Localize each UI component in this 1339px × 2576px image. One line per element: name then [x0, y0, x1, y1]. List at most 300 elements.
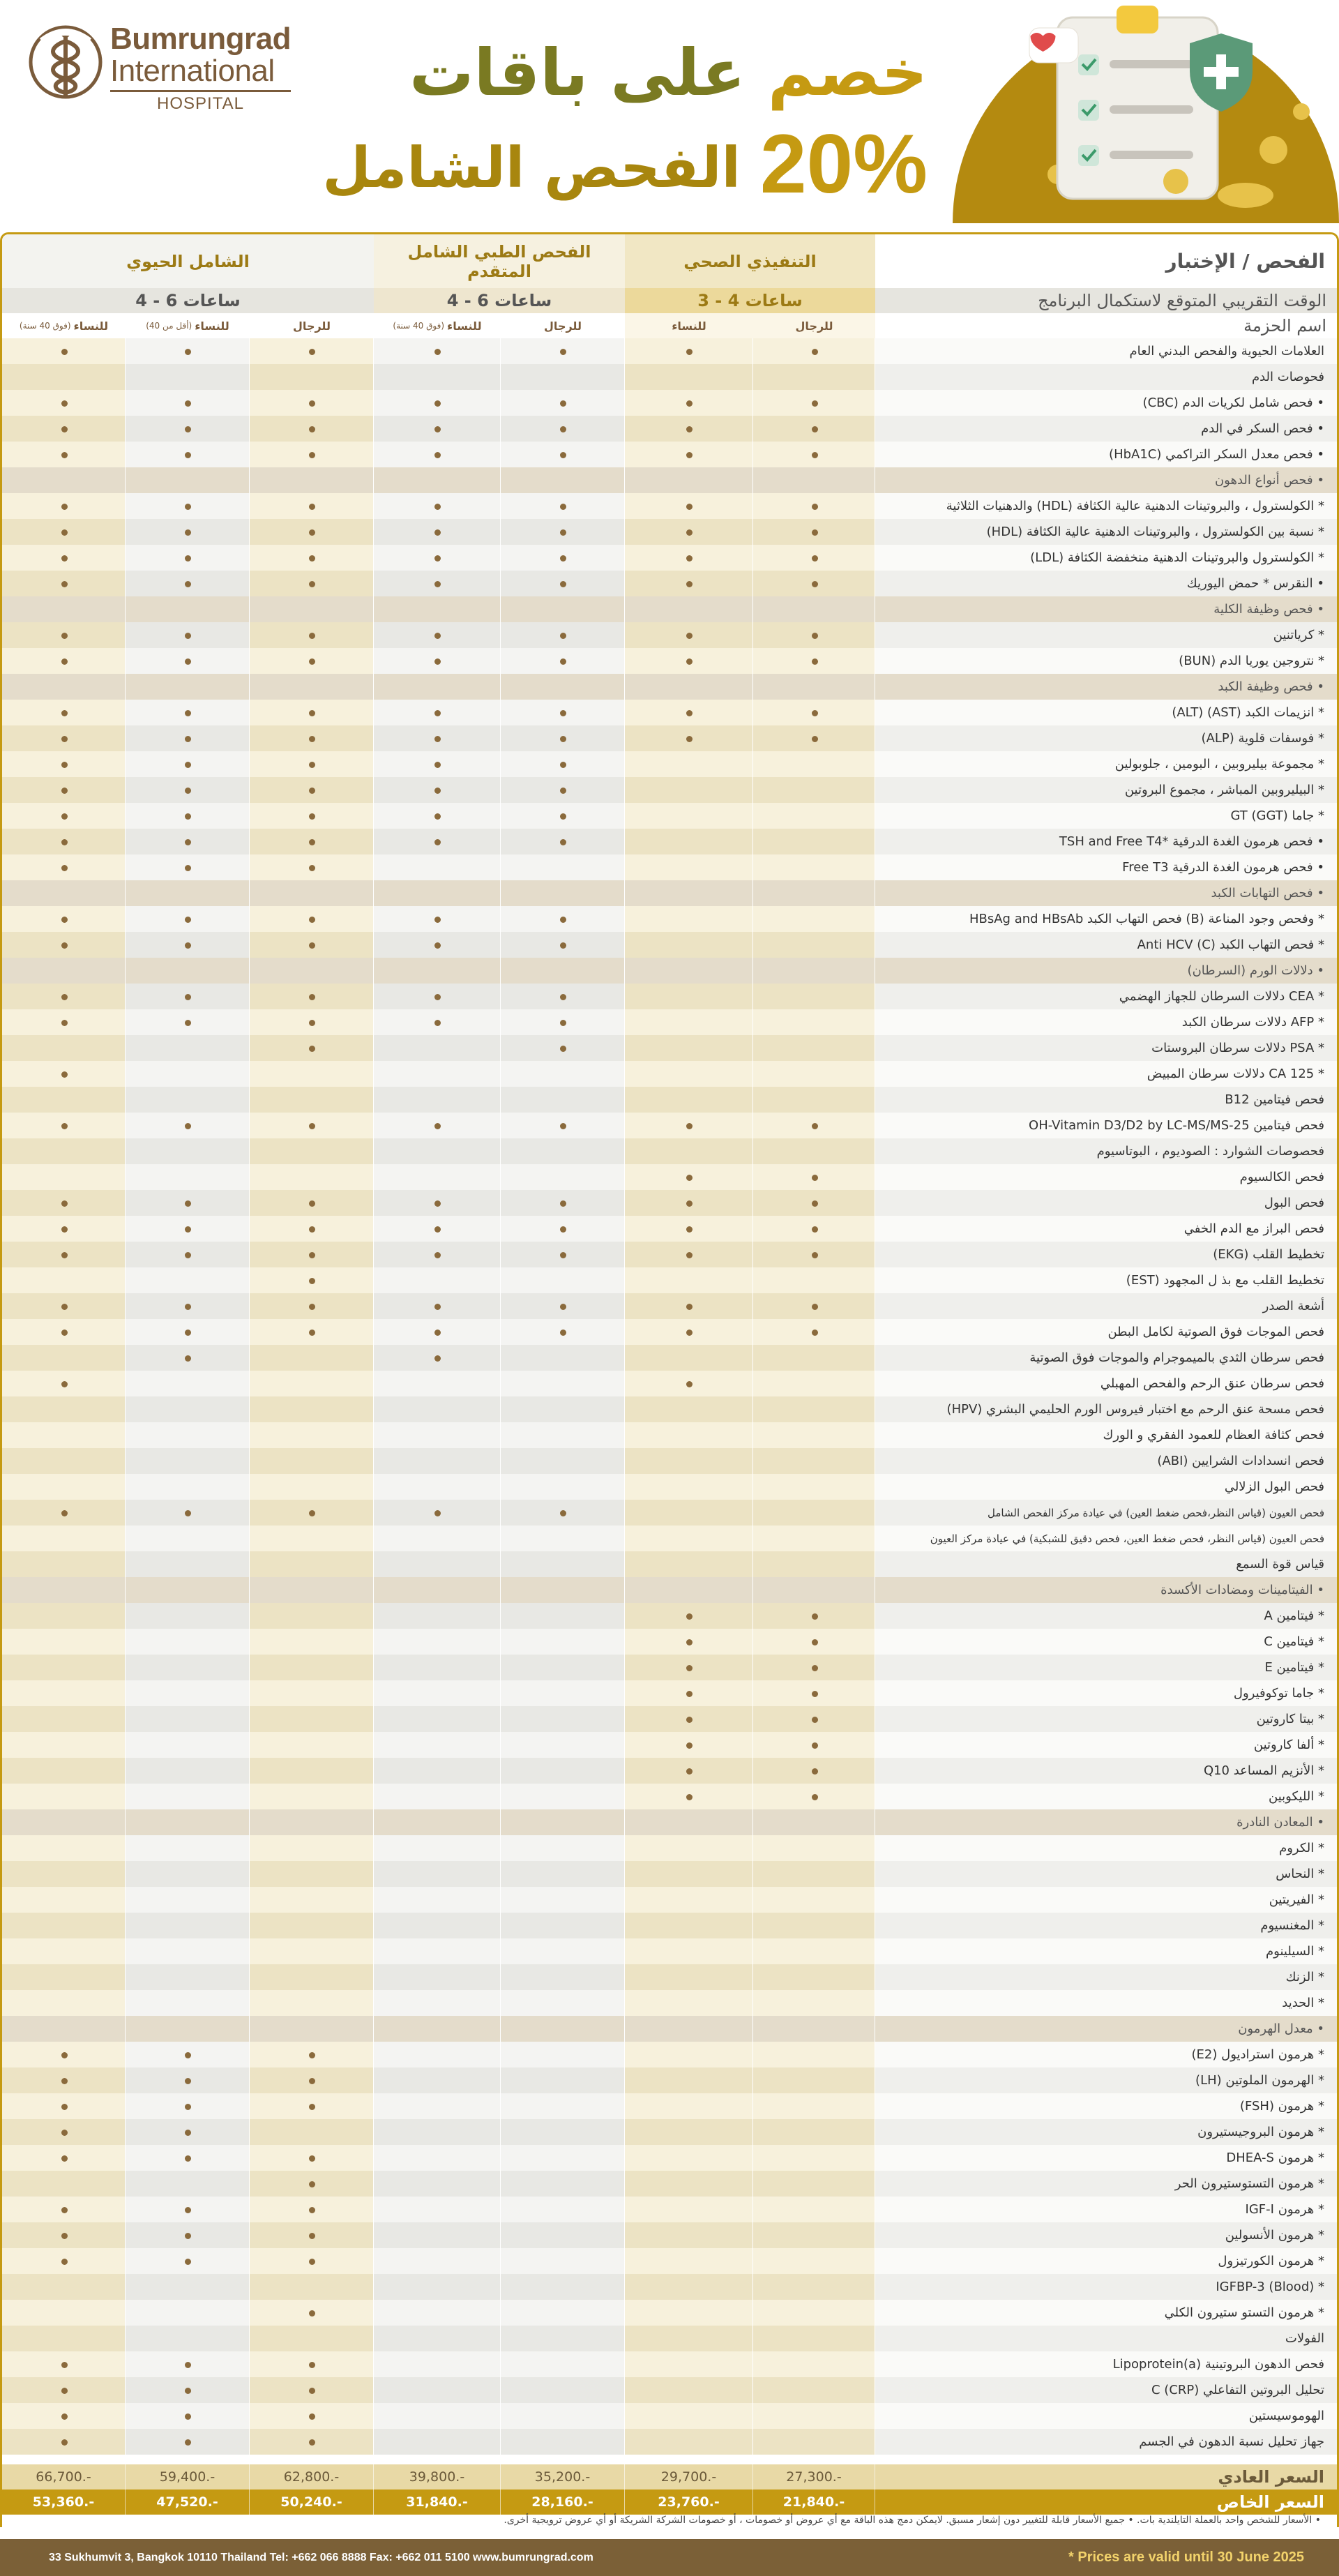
table-cell: [501, 2403, 625, 2429]
table-cell: [126, 1577, 250, 1603]
table-cell: [501, 674, 625, 700]
table-cell: [2, 1087, 126, 1113]
included-dot-icon: [560, 633, 566, 639]
table-cell: [126, 1964, 250, 1990]
test-label: * وفحص وجود المناعة (B) فحص التهاب الكبد HBsAg and HBsAb: [875, 906, 1337, 932]
table-cell: [374, 1758, 501, 1784]
table-cell: [374, 2042, 501, 2067]
test-label: قياس قوة السمع: [875, 1551, 1337, 1577]
table-cell: [2, 1732, 126, 1758]
table-cell: [753, 364, 875, 390]
included-dot-icon: [185, 2155, 191, 2162]
table-cell: [2, 1861, 126, 1887]
included-dot-icon: [185, 1252, 191, 1258]
table-cell: [374, 674, 501, 700]
headline-on-packages: على باقات: [409, 36, 746, 110]
included-dot-icon: [185, 865, 191, 871]
table-cell: [126, 2274, 250, 2300]
included-dot-icon: [309, 2439, 315, 2446]
footer-address[interactable]: 33 Sukhumvit 3, Bangkok 10110 Thailand Tel: +662 066 8888 Fax: +662 011 5100 www.bumrungrad.com: [49, 2551, 593, 2563]
table-cell: [501, 1913, 625, 1938]
included-dot-icon: [185, 813, 191, 820]
test-row: [2, 1371, 1337, 1396]
table-cell: [250, 1809, 374, 1835]
test-label: فحص الموجات فوق الصوتية لكامل البطن: [875, 1319, 1337, 1345]
included-dot-icon: [61, 2259, 68, 2265]
table-cell: [374, 1784, 501, 1809]
gender-header: للنساء: [625, 313, 753, 338]
table-cell: [2, 674, 126, 700]
included-dot-icon: [812, 400, 818, 407]
included-dot-icon: [309, 1046, 315, 1052]
test-row: [2, 1938, 1337, 1964]
included-dot-icon: [309, 865, 315, 871]
test-row: [2, 700, 1337, 725]
regular-price-cell: 62,800.-: [250, 2464, 374, 2490]
table-cell: [126, 958, 250, 984]
included-dot-icon: [560, 813, 566, 820]
table-cell: [501, 364, 625, 390]
included-dot-icon: [434, 1252, 441, 1258]
table-cell: [501, 1087, 625, 1113]
included-dot-icon: [309, 2052, 315, 2058]
included-dot-icon: [560, 736, 566, 742]
table-cell: [501, 854, 625, 880]
table-cell: [374, 1396, 501, 1422]
test-label: * IGFBP-3 (Blood): [875, 2274, 1337, 2300]
table-cell: [625, 2377, 753, 2403]
included-dot-icon: [309, 2155, 315, 2162]
included-dot-icon: [560, 349, 566, 355]
included-dot-icon: [560, 555, 566, 562]
table-cell: [753, 1267, 875, 1293]
terms-note: • الأسعار للشخص واحد بالعملة التايلندية بات. • جميع الأسعار قابلة للتغيير دون إشعار مسبق. لايمكن دمج هذه الباقة مع أي عروض أو خصومات ، أو خصومات الشركة الشريكة أو أي عروض ترويجية أخرى.: [504, 2515, 1321, 2526]
caduceus-emblem-icon: [28, 20, 103, 110]
table-cell: [2, 2016, 126, 2042]
included-dot-icon: [185, 426, 191, 432]
included-dot-icon: [185, 942, 191, 949]
test-label: • فحص التهابات الكبد: [875, 880, 1337, 906]
included-dot-icon: [61, 994, 68, 1000]
table-cell: [501, 596, 625, 622]
table-cell: [501, 1887, 625, 1913]
table-cell: [126, 1164, 250, 1190]
table-cell: [501, 1835, 625, 1861]
table-cell: [753, 777, 875, 803]
table-cell: [250, 1990, 374, 2016]
test-label: * كرياتنين: [875, 622, 1337, 648]
table-cell: [501, 1164, 625, 1190]
table-cell: [126, 1035, 250, 1061]
table-cell: [625, 1345, 753, 1371]
package-header-executive: التنفيذي الصحي: [625, 234, 875, 288]
headline-discount-word: خصم: [767, 36, 928, 110]
included-dot-icon: [61, 529, 68, 536]
header-row-label: الفحص / الإختبار: [875, 234, 1339, 288]
test-label: * ألفا كاروتين: [875, 1732, 1337, 1758]
test-label: * المغنسيوم: [875, 1913, 1337, 1938]
table-cell: [374, 1809, 501, 1835]
test-row: [2, 2222, 1337, 2248]
table-cell: [625, 2171, 753, 2197]
included-dot-icon: [434, 452, 441, 458]
test-row: [2, 390, 1337, 416]
section-row: [2, 958, 1337, 984]
included-dot-icon: [61, 658, 68, 665]
table-cell: [250, 1784, 374, 1809]
included-dot-icon: [185, 658, 191, 665]
included-dot-icon: [812, 1639, 818, 1645]
hours-vital: 4 - 6 ساعات: [2, 288, 374, 313]
included-dot-icon: [185, 1200, 191, 1207]
table-cell: [374, 2119, 501, 2145]
included-dot-icon: [434, 1123, 441, 1129]
table-cell: [501, 1526, 625, 1551]
table-cell: [753, 1913, 875, 1938]
section-row: [2, 674, 1337, 700]
table-cell: [625, 2300, 753, 2326]
included-dot-icon: [434, 813, 441, 820]
table-cell: [374, 1706, 501, 1732]
test-row: [2, 1345, 1337, 1371]
test-label: * جاما توكوفيرول: [875, 1680, 1337, 1706]
test-label: * هرمون IGF-I: [875, 2197, 1337, 2222]
table-cell: [625, 2274, 753, 2300]
test-row: [2, 1680, 1337, 1706]
included-dot-icon: [309, 426, 315, 432]
included-dot-icon: [434, 942, 441, 949]
included-dot-icon: [560, 504, 566, 510]
table-cell: [625, 2067, 753, 2093]
table-cell: [374, 2351, 501, 2377]
table-cell: [625, 880, 753, 906]
test-row: [2, 2429, 1337, 2455]
included-dot-icon: [686, 452, 693, 458]
table-cell: [374, 467, 501, 493]
included-dot-icon: [185, 2233, 191, 2239]
included-dot-icon: [686, 555, 693, 562]
test-label: * الزنك: [875, 1964, 1337, 1990]
table-cell: [126, 1835, 250, 1861]
included-dot-icon: [61, 1510, 68, 1516]
included-dot-icon: [185, 2439, 191, 2446]
table-cell: [753, 1345, 875, 1371]
test-label: * البيليروبين المباشر ، مجموع البروتين: [875, 777, 1337, 803]
included-dot-icon: [185, 762, 191, 768]
table-cell: [374, 2326, 501, 2351]
table-cell: [753, 1474, 875, 1500]
table-cell: [250, 364, 374, 390]
test-row: [2, 1887, 1337, 1913]
special-price-cell: 28,160.-: [501, 2490, 625, 2515]
included-dot-icon: [812, 1613, 818, 1620]
included-dot-icon: [61, 2207, 68, 2213]
test-row: [2, 2171, 1337, 2197]
table-cell: [625, 2119, 753, 2145]
table-cell: [250, 1629, 374, 1655]
test-label: فحص سرطان عنق الرحم والفحص المهبلي: [875, 1371, 1337, 1396]
table-cell: [374, 854, 501, 880]
table-cell: [753, 1809, 875, 1835]
included-dot-icon: [185, 529, 191, 536]
table-cell: [753, 803, 875, 829]
footer-validity: * Prices are valid until 30 June 2025: [1068, 2549, 1304, 2565]
table-cell: [374, 2429, 501, 2455]
table-cell: [126, 1758, 250, 1784]
table-cell: [126, 2326, 250, 2351]
table-cell: [625, 2042, 753, 2067]
table-cell: [753, 1990, 875, 2016]
test-row: [2, 648, 1337, 674]
table-cell: [250, 1887, 374, 1913]
special-price-cell: 21,840.-: [753, 2490, 875, 2515]
included-dot-icon: [434, 1304, 441, 1310]
table-cell: [2, 2300, 126, 2326]
included-dot-icon: [812, 555, 818, 562]
included-dot-icon: [61, 2155, 68, 2162]
included-dot-icon: [434, 917, 441, 923]
table-cell: [374, 364, 501, 390]
included-dot-icon: [185, 1226, 191, 1233]
test-label: • فحص شامل لكريات الدم (CBC): [875, 390, 1337, 416]
table-cell: [374, 1629, 501, 1655]
test-row: [2, 1655, 1337, 1680]
included-dot-icon: [434, 1330, 441, 1336]
table-cell: [126, 1732, 250, 1758]
table-cell: [625, 1009, 753, 1035]
test-row: [2, 2351, 1337, 2377]
included-dot-icon: [61, 581, 68, 587]
test-label: • النقرس * حمض اليوريك: [875, 571, 1337, 596]
test-label: • المعادن النادرة: [875, 1809, 1337, 1835]
included-dot-icon: [61, 633, 68, 639]
included-dot-icon: [560, 1200, 566, 1207]
test-row: [2, 1500, 1337, 1526]
table-cell: [250, 2274, 374, 2300]
table-cell: [374, 2300, 501, 2326]
table-cell: [374, 1990, 501, 2016]
table-cell: [753, 2145, 875, 2171]
included-dot-icon: [185, 2413, 191, 2420]
included-dot-icon: [185, 2362, 191, 2368]
brand-hospital: HOSPITAL: [157, 94, 244, 113]
included-dot-icon: [686, 1613, 693, 1620]
table-cell: [753, 2016, 875, 2042]
test-row: [2, 1087, 1337, 1113]
table-cell: [126, 1138, 250, 1164]
table-cell: [753, 1396, 875, 1422]
included-dot-icon: [812, 1691, 818, 1697]
included-dot-icon: [185, 2259, 191, 2265]
table-cell: [2, 1422, 126, 1448]
table-cell: [126, 1913, 250, 1938]
table-cell: [250, 1603, 374, 1629]
included-dot-icon: [560, 1510, 566, 1516]
included-dot-icon: [434, 1226, 441, 1233]
table-cell: [126, 364, 250, 390]
table-cell: [753, 1422, 875, 1448]
table-cell: [374, 1474, 501, 1500]
table-cell: [625, 1267, 753, 1293]
test-label: * بيتا كاروتين: [875, 1706, 1337, 1732]
test-label: فحصوصات الشوارد : الصوديوم ، البوتاسيوم: [875, 1138, 1337, 1164]
test-label: العلامات الحيوية والفحص البدني العام: [875, 338, 1337, 364]
regular-price-cell: 66,700.-: [2, 2464, 126, 2490]
table-cell: [753, 880, 875, 906]
test-label: فحص الكالسيوم: [875, 1164, 1337, 1190]
hero-banner: [0, 0, 1339, 230]
test-row: [2, 2403, 1337, 2429]
test-row: [2, 1784, 1337, 1809]
table-cell: [501, 1396, 625, 1422]
table-cell: [753, 1861, 875, 1887]
included-dot-icon: [686, 349, 693, 355]
footer-bar: [0, 2539, 1339, 2576]
table-cell: [250, 1938, 374, 1964]
test-row: [2, 364, 1337, 390]
table-cell: [126, 1422, 250, 1448]
included-dot-icon: [309, 788, 315, 794]
included-dot-icon: [61, 2078, 68, 2084]
included-dot-icon: [812, 633, 818, 639]
table-cell: [2, 1835, 126, 1861]
table-cell: [374, 1087, 501, 1113]
table-cell: [250, 2326, 374, 2351]
table-cell: [374, 1526, 501, 1551]
hospital-logo[interactable]: [28, 17, 291, 115]
test-label: * فيتامين C: [875, 1629, 1337, 1655]
included-dot-icon: [309, 2310, 315, 2317]
included-dot-icon: [309, 2207, 315, 2213]
included-dot-icon: [61, 426, 68, 432]
table-cell: [126, 1526, 250, 1551]
table-cell: [374, 1422, 501, 1448]
included-dot-icon: [686, 1639, 693, 1645]
included-dot-icon: [434, 633, 441, 639]
test-label: فحص البول الزلالي: [875, 1474, 1337, 1500]
included-dot-icon: [61, 1381, 68, 1387]
included-dot-icon: [309, 2181, 315, 2187]
included-dot-icon: [686, 1381, 693, 1387]
test-label: فحص الدهون البروتينية Lipoprotein(a): [875, 2351, 1337, 2377]
included-dot-icon: [185, 581, 191, 587]
table-cell: [250, 467, 374, 493]
table-cell: [501, 1448, 625, 1474]
table-cell: [2, 958, 126, 984]
section-row: [2, 596, 1337, 622]
table-cell: [374, 1861, 501, 1887]
table-cell: [126, 2300, 250, 2326]
section-row: [2, 1809, 1337, 1835]
included-dot-icon: [812, 658, 818, 665]
test-row: [2, 1913, 1337, 1938]
table-cell: [2, 1758, 126, 1784]
table-cell: [250, 674, 374, 700]
table-cell: [625, 596, 753, 622]
table-cell: [501, 2093, 625, 2119]
table-cell: [126, 1861, 250, 1887]
test-label: • فحص هرمون الغدة الدرقية Free T3: [875, 854, 1337, 880]
included-dot-icon: [185, 1330, 191, 1336]
table-cell: [374, 2145, 501, 2171]
test-label: فحص البول: [875, 1190, 1337, 1216]
included-dot-icon: [560, 839, 566, 845]
table-cell: [2, 1913, 126, 1938]
test-label: • فحص أنواع الدهون: [875, 467, 1337, 493]
included-dot-icon: [812, 1768, 818, 1775]
test-row: [2, 1319, 1337, 1345]
included-dot-icon: [434, 400, 441, 407]
table-cell: [250, 1758, 374, 1784]
included-dot-icon: [309, 1330, 315, 1336]
test-row: [2, 2326, 1337, 2351]
table-cell: [501, 2377, 625, 2403]
table-cell: [625, 854, 753, 880]
included-dot-icon: [185, 2130, 191, 2136]
table-cell: [501, 2197, 625, 2222]
table-cell: [126, 1448, 250, 1474]
table-cell: [374, 2403, 501, 2429]
test-label: * جاما GT (GGT): [875, 803, 1337, 829]
test-row: [2, 2248, 1337, 2274]
test-row: [2, 1551, 1337, 1577]
table-cell: [625, 958, 753, 984]
included-dot-icon: [309, 2388, 315, 2394]
test-row: [2, 1758, 1337, 1784]
test-row: [2, 1448, 1337, 1474]
test-label: * انزيمات الكبد (AST) (ALT): [875, 700, 1337, 725]
table-cell: [250, 1861, 374, 1887]
table-cell: [501, 1938, 625, 1964]
included-dot-icon: [185, 2078, 191, 2084]
table-cell: [2, 1887, 126, 1913]
test-row: [2, 2197, 1337, 2222]
regular-price-row: [2, 2464, 1337, 2490]
included-dot-icon: [185, 1510, 191, 1516]
table-cell: [753, 1009, 875, 1035]
table-cell: [126, 467, 250, 493]
table-cell: [625, 2403, 753, 2429]
special-price-cell: 53,360.-: [2, 2490, 126, 2515]
checkup-comparison-table: [0, 232, 1339, 2527]
included-dot-icon: [686, 1742, 693, 1749]
included-dot-icon: [309, 1226, 315, 1233]
table-cell: [250, 1448, 374, 1474]
included-dot-icon: [560, 1304, 566, 1310]
test-label: * الليكوبين: [875, 1784, 1337, 1809]
included-dot-icon: [309, 839, 315, 845]
table-cell: [753, 984, 875, 1009]
included-dot-icon: [812, 529, 818, 536]
table-cell: [501, 1680, 625, 1706]
test-label: * نتروجين يوريا الدم (BUN): [875, 648, 1337, 674]
test-label: فحص البراز مع الدم الخفي: [875, 1216, 1337, 1242]
table-cell: [501, 2119, 625, 2145]
test-label: * الكولسترول والبروتينات الدهنية منخفضة الكثافة (LDL): [875, 545, 1337, 571]
table-cell: [250, 1577, 374, 1603]
included-dot-icon: [686, 1665, 693, 1671]
table-cell: [126, 1809, 250, 1835]
table-cell: [126, 1061, 250, 1087]
test-row: [2, 1835, 1337, 1861]
table-cell: [250, 1655, 374, 1680]
included-dot-icon: [812, 1665, 818, 1671]
table-cell: [501, 1345, 625, 1371]
test-row: [2, 854, 1337, 880]
included-dot-icon: [560, 1330, 566, 1336]
table-cell: [501, 2016, 625, 2042]
test-label: * هرمون التستو ستيرون الكلي: [875, 2300, 1337, 2326]
